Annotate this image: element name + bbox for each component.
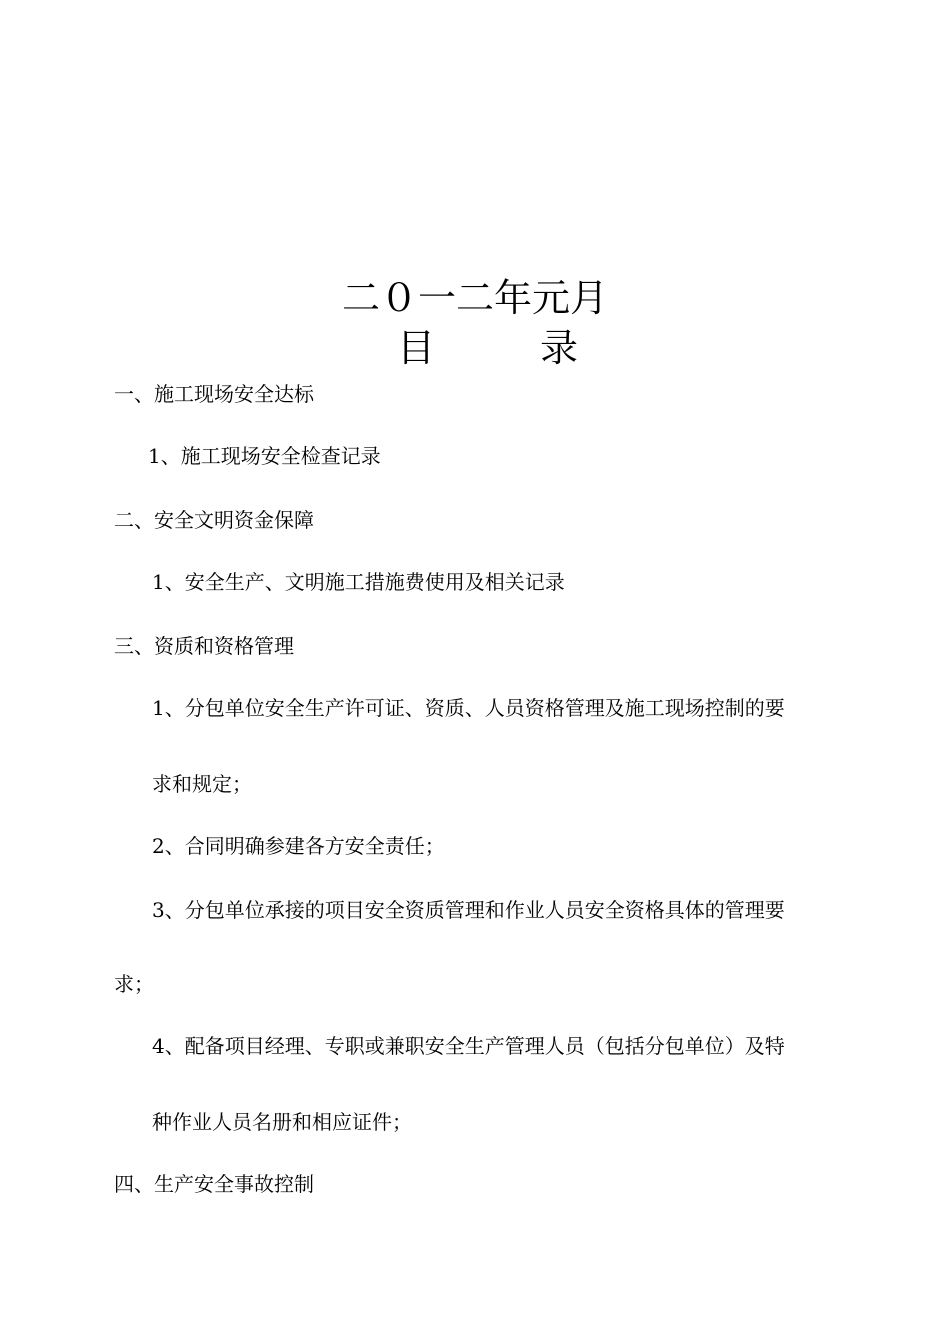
toc-heading-char-1: 目	[397, 326, 436, 370]
toc-item-3-3-cont: 求；	[114, 972, 154, 996]
toc-section-4: 四、生产安全事故控制	[114, 1172, 314, 1196]
toc-item-3-1-cont: 求和规定；	[152, 772, 252, 796]
toc-section-3: 三、资质和资格管理	[114, 634, 294, 658]
toc-item-3-4: 4、配备项目经理、专职或兼职安全生产管理人员（包括分包单位）及特	[152, 1034, 785, 1058]
toc-heading-char-2: 录	[540, 326, 579, 370]
toc-item-1-1: 1、施工现场安全检查记录	[148, 444, 381, 468]
toc-section-2: 二、安全文明资金保障	[114, 508, 314, 532]
toc-item-2-1: 1、安全生产、文明施工措施费使用及相关记录	[152, 570, 565, 594]
toc-item-3-4-cont: 种作业人员名册和相应证件；	[152, 1110, 412, 1134]
toc-heading	[0, 322, 950, 374]
toc-item-3-1: 1、分包单位安全生产许可证、资质、人员资格管理及施工现场控制的要	[152, 696, 785, 720]
document-date: 二０一二年元月	[341, 276, 608, 320]
toc-section-1: 一、施工现场安全达标	[114, 382, 314, 406]
toc-item-3-3: 3、分包单位承接的项目安全资质管理和作业人员安全资格具体的管理要	[152, 898, 785, 922]
toc-item-3-2: 2、合同明确参建各方安全责任；	[152, 834, 445, 858]
